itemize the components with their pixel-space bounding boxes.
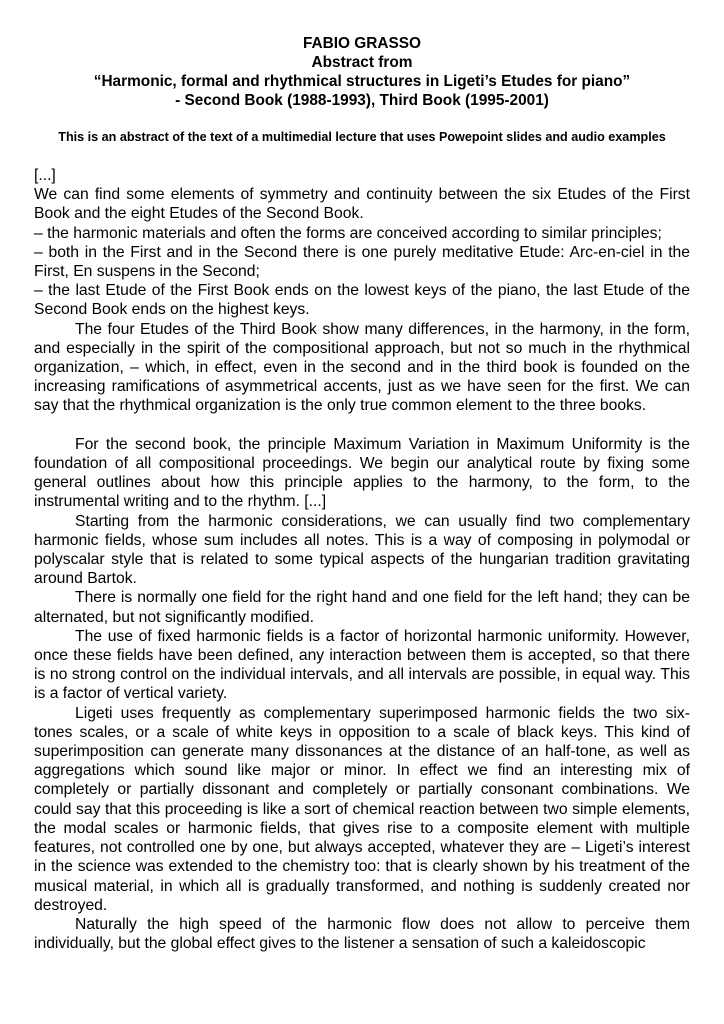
paper-subtitle: - Second Book (1988-1993), Third Book (1995-2001) (175, 92, 549, 109)
list-item: – both in the First and in the Second there is one purely meditative Etude: Arc-en-ciel in the First, En suspens in the Second; (34, 243, 690, 281)
paragraph: Starting from the harmonic considerations, we can usually find two complementary harmonic fields, whose sum includes all notes. This is a way of composing in polymodal or polyscalar style that is related to some typical aspects of the hungarian tradition gravitating around Bartok. (34, 512, 690, 588)
paragraph: The four Etudes of the Third Book show many differences, in the harmony, in the form, and especially in the spirit of the compositional approach, but not so much in the rhythmical organization, – which, in effect, even in the second and in the third book is founded on the increasing ramifications of asymmetrical accents, just as we have seen for the first. We can say that the rhythmical organization is the only true common element to the three books. (34, 320, 690, 415)
list-item: – the harmonic materials and often the forms are conceived according to similar principles; (34, 224, 662, 242)
paragraph: Naturally the high speed of the harmonic flow does not allow to perceive them individually, but the global effect gives to the listener a sensation of such a kaleidoscopic (34, 915, 690, 953)
author-name: FABIO GRASSO (302, 35, 421, 52)
paper-title: “Harmonic, formal and rhythmical structures in Ligeti’s Etudes for piano” (93, 73, 631, 90)
document-header (34, 34, 690, 110)
paragraph: The use of fixed harmonic fields is a factor of horizontal harmonic uniformity. However, once these fields have been defined, any interaction between them is accepted, so that there is no strong control on the individual intervals, and all intervals are possible, in equal way. This is a factor of vertical variety. (34, 627, 690, 703)
abstract-note: This is an abstract of the text of a multimedial lecture that uses Powepoint slides and audio examples (58, 130, 666, 144)
list-item: – the last Etude of the First Book ends on the lowest keys of the piano, the last Etude of the Second Book ends on the highest keys. (34, 282, 690, 319)
paragraph-ellipsis: [...] (34, 167, 56, 184)
paragraph: There is normally one field for the right hand and one field for the left hand; they can be alternated, but not significantly modified. (34, 589, 690, 626)
abstract-label: Abstract from (311, 54, 413, 71)
paragraph: Ligeti uses frequently as complementary superimposed harmonic fields the two six-tones scales, or a scale of white keys in opposition to a scale of black keys. This kind of superimposition can generate many dissonances at the distance of an half-tone, as well as aggregations which sound like major or minor. In effect we find an interesting mix of completely or partially dissonant and completely or partially consonant combinations. We could say that this proceeding is like a sort of chemical reaction between two simple elements, the modal scales or harmonic fields, that gives rise to a composite element with multiple features, not controlled one by one, but always accepted, whatever they are – Ligeti’s interest in the science was extended to the chemistry too: that is clearly shown by his treatment of the musical material, in which all is gradually transformed, and nothing is suddenly created nor destroyed. (34, 704, 690, 914)
paragraph: We can find some elements of symmetry and continuity between the six Etudes of the First Book and the eight Etudes of the Second Book. (34, 186, 690, 223)
paragraph: For the second book, the principle Maximum Variation in Maximum Uniformity is the foundation of all compositional proceedings. We begin our analytical route by fixing some general outlines about how this principle applies to the harmony, to the form, to the instrumental writing and to the rhythm. [...] (34, 435, 690, 511)
abstract-body (34, 166, 690, 953)
